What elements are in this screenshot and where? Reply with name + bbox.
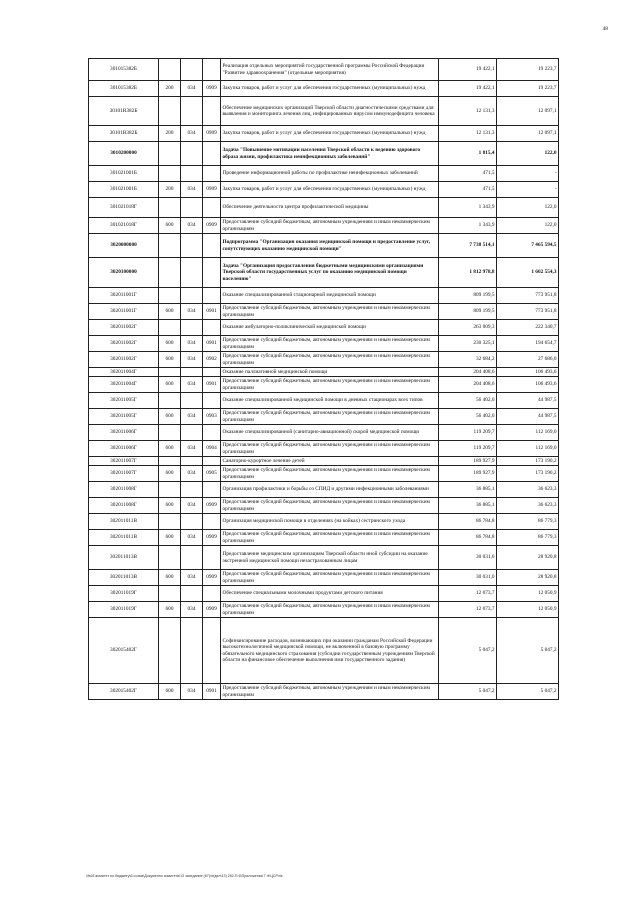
- amount-year1-cell: 30 031,0: [439, 546, 497, 570]
- section-cell: [181, 546, 203, 570]
- target-code-cell: 302011013В: [89, 570, 159, 586]
- amount-year2-cell: 12 050,9: [497, 602, 559, 618]
- expense-type-cell: [159, 97, 181, 126]
- expense-type-cell: [159, 618, 181, 684]
- amount-year2-cell: 173 190,2: [497, 466, 559, 482]
- subsection-cell: [203, 258, 221, 288]
- section-cell: [181, 482, 203, 498]
- amount-year1-cell: 86 784,8: [439, 530, 497, 546]
- subsection-cell: 0903: [203, 409, 221, 425]
- subsection-cell: 0909: [203, 570, 221, 586]
- table-row: [89, 618, 559, 684]
- subsection-cell: 0901: [203, 684, 221, 700]
- table-row: [89, 377, 559, 393]
- subsection-cell: 0901: [203, 377, 221, 393]
- target-code-cell: 302015402Г: [89, 618, 159, 684]
- target-code-cell: 302011007Г: [89, 457, 159, 466]
- table-row: [89, 514, 559, 530]
- item-name-cell: Подпрограмма "Организация оказания медицинской помощи и предоставление услуг, сопутствующих оказанию медицинской помощи": [221, 234, 439, 258]
- section-cell: [181, 618, 203, 684]
- target-code-cell: 301015382Б: [89, 59, 159, 81]
- expense-type-cell: [159, 320, 181, 336]
- amount-year1-cell: 809 199,5: [439, 304, 497, 320]
- section-cell: 034: [181, 352, 203, 368]
- amount-year1-cell: 36 885,1: [439, 498, 497, 514]
- amount-year1-cell: 471,5: [439, 182, 497, 198]
- table-row: [89, 684, 559, 700]
- section-cell: [181, 368, 203, 377]
- amount-year2-cell: 112 169,0: [497, 425, 559, 441]
- amount-year2-cell: 12 097,1: [497, 97, 559, 126]
- target-code-cell: 302011019Г: [89, 586, 159, 602]
- section-cell: [181, 425, 203, 441]
- section-cell: 034: [181, 409, 203, 425]
- expense-type-cell: [159, 546, 181, 570]
- amount-year1-cell: 7 738 514,1: [439, 234, 497, 258]
- item-name-cell: Предоставление субсидий бюджетным, автономным учреждениям и иным некоммерческим организациям: [221, 498, 439, 514]
- target-code-cell: 302011005Г: [89, 409, 159, 425]
- expense-type-cell: [159, 368, 181, 377]
- expense-type-cell: [159, 142, 181, 166]
- table-row-heading: [89, 142, 559, 166]
- item-name-cell: Предоставление субсидий бюджетным, автономным учреждениям и иным некоммерческим организациям: [221, 218, 439, 234]
- item-name-cell: Проведение информационной работы по профилактике неинфекционных заболеваний: [221, 166, 439, 182]
- amount-year1-cell: 1 343,9: [439, 198, 497, 218]
- section-cell: [181, 393, 203, 409]
- subsection-cell: [203, 586, 221, 602]
- amount-year1-cell: 32 684,2: [439, 352, 497, 368]
- amount-year1-cell: 12 131,3: [439, 97, 497, 126]
- amount-year2-cell: 19 223,7: [497, 59, 559, 81]
- target-code-cell: 302011002Г: [89, 320, 159, 336]
- item-name-cell: Закупка товаров, работ и услуг для обеспечения государственных (муниципальных) нужд: [221, 182, 439, 198]
- expense-type-cell: 600: [159, 441, 181, 457]
- subsection-cell: 0909: [203, 126, 221, 142]
- amount-year2-cell: 5 047,2: [497, 684, 559, 700]
- target-code-cell: 3020100000: [89, 258, 159, 288]
- section-cell: 034: [181, 466, 203, 482]
- expense-type-cell: [159, 425, 181, 441]
- target-code-cell: 302011001Г: [89, 288, 159, 304]
- subsection-cell: 0909: [203, 498, 221, 514]
- target-code-cell: 3010200000: [89, 142, 159, 166]
- section-cell: 034: [181, 441, 203, 457]
- amount-year2-cell: 27 686,0: [497, 352, 559, 368]
- subsection-cell: 0909: [203, 530, 221, 546]
- subsection-cell: [203, 97, 221, 126]
- subsection-cell: 0905: [203, 466, 221, 482]
- subsection-cell: [203, 457, 221, 466]
- amount-year1-cell: 119 209,7: [439, 441, 497, 457]
- expense-type-cell: 600: [159, 336, 181, 352]
- section-cell: 034: [181, 684, 203, 700]
- item-name-cell: Обеспечение медицинских организаций Тверской области диагностическими средствами для выявления и мониторинга лечения лиц, инфицированных вирусом иммунодефицита человека: [221, 97, 439, 126]
- table-row: [89, 530, 559, 546]
- amount-year2-cell: 12 050,9: [497, 586, 559, 602]
- target-code-cell: 302011002Г: [89, 336, 159, 352]
- section-cell: 034: [181, 377, 203, 393]
- table-row: [89, 482, 559, 498]
- subsection-cell: [203, 482, 221, 498]
- amount-year2-cell: 112 169,0: [497, 441, 559, 457]
- expense-type-cell: [159, 482, 181, 498]
- expense-type-cell: 600: [159, 570, 181, 586]
- target-code-cell: 301015382Б: [89, 81, 159, 97]
- section-cell: 034: [181, 218, 203, 234]
- subsection-cell: 0904: [203, 441, 221, 457]
- amount-year1-cell: 1 815,4: [439, 142, 497, 166]
- amount-year2-cell: 106 493,6: [497, 377, 559, 393]
- amount-year1-cell: 12 131,3: [439, 126, 497, 142]
- item-name-cell: Организация медицинской помощи в отделениях (на койках) сестринского ухода: [221, 514, 439, 530]
- amount-year2-cell: 222 340,7: [497, 320, 559, 336]
- target-code-cell: 302015402Г: [89, 684, 159, 700]
- amount-year2-cell: 28 920,8: [497, 570, 559, 586]
- subsection-cell: [203, 393, 221, 409]
- expense-type-cell: 600: [159, 377, 181, 393]
- expense-type-cell: [159, 258, 181, 288]
- amount-year2-cell: 36 623,3: [497, 482, 559, 498]
- table-row: [89, 218, 559, 234]
- item-name-cell: Предоставление субсидий бюджетным, автономным учреждениям и иным некоммерческим организациям: [221, 684, 439, 700]
- budget-table: [88, 58, 559, 700]
- amount-year2-cell: 86 779,3: [497, 530, 559, 546]
- section-cell: 034: [181, 498, 203, 514]
- expense-type-cell: [159, 166, 181, 182]
- section-cell: 034: [181, 336, 203, 352]
- section-cell: [181, 59, 203, 81]
- section-cell: [181, 142, 203, 166]
- table-row: [89, 59, 559, 81]
- amount-year1-cell: 471,5: [439, 166, 497, 182]
- target-code-cell: 302011006Г: [89, 441, 159, 457]
- amount-year2-cell: 122,0: [497, 218, 559, 234]
- item-name-cell: Предоставление субсидий бюджетным, автономным учреждениям и иным некоммерческим организациям: [221, 304, 439, 320]
- amount-year1-cell: 119 209,7: [439, 425, 497, 441]
- item-name-cell: Софинансирование расходов, возникающих при оказании гражданам Российской Федерации высокотехнологичной медицинской помощи, не включенной в базовую программу обязательного медицинского страхования (субсидии государственным учреждениям Тверской области на финансовое обеспечение выполнения ими государственного задания): [221, 618, 439, 684]
- target-code-cell: 301021018Г: [89, 198, 159, 218]
- target-code-cell: 302011008Г: [89, 498, 159, 514]
- table-row: [89, 570, 559, 586]
- section-cell: 034: [181, 602, 203, 618]
- table-row-heading: [89, 234, 559, 258]
- expense-type-cell: 600: [159, 466, 181, 482]
- section-cell: 034: [181, 126, 203, 142]
- amount-year2-cell: 773 951,8: [497, 304, 559, 320]
- item-name-cell: Оказание паллиативной медицинской помощи: [221, 368, 439, 377]
- item-name-cell: Оказание специализированной (санитарно-авиационной) скорой медицинской помощи: [221, 425, 439, 441]
- section-cell: [181, 166, 203, 182]
- target-code-cell: 302011011В: [89, 514, 159, 530]
- table-row: [89, 336, 559, 352]
- target-code-cell: 302011013В: [89, 546, 159, 570]
- amount-year2-cell: 173 190,2: [497, 457, 559, 466]
- subsection-cell: [203, 425, 221, 441]
- table-row: [89, 393, 559, 409]
- section-cell: [181, 457, 203, 466]
- target-code-cell: 302011004Г: [89, 377, 159, 393]
- item-name-cell: Закупка товаров, работ и услуг для обеспечения государственных (муниципальных) нужд: [221, 81, 439, 97]
- item-name-cell: Задача "Повышение мотивации населения Тверской области к ведению здорового образа жизни, профилактика неинфекционных заболеваний": [221, 142, 439, 166]
- table-row: [89, 602, 559, 618]
- target-code-cell: 30101R382Б: [89, 126, 159, 142]
- target-code-cell: 3020000000: [89, 234, 159, 258]
- item-name-cell: Оказание специализированной стационарной медицинской помощи: [221, 288, 439, 304]
- expense-type-cell: 200: [159, 182, 181, 198]
- amount-year1-cell: 230 325,1: [439, 336, 497, 352]
- item-name-cell: Санаторно-курортное лечение детей: [221, 457, 439, 466]
- subsection-cell: [203, 320, 221, 336]
- amount-year2-cell: 1 602 554,3: [497, 258, 559, 288]
- table-row: [89, 352, 559, 368]
- expense-type-cell: [159, 234, 181, 258]
- amount-year1-cell: 5 047,2: [439, 618, 497, 684]
- table-row: [89, 546, 559, 570]
- amount-year1-cell: 86 784,8: [439, 514, 497, 530]
- subsection-cell: [203, 514, 221, 530]
- subsection-cell: [203, 198, 221, 218]
- section-cell: [181, 320, 203, 336]
- expense-type-cell: [159, 288, 181, 304]
- subsection-cell: [203, 166, 221, 182]
- amount-year1-cell: 189 927,9: [439, 457, 497, 466]
- amount-year2-cell: 44 987,5: [497, 409, 559, 425]
- section-cell: [181, 97, 203, 126]
- amount-year2-cell: 122,0: [497, 198, 559, 218]
- table-row: [89, 182, 559, 198]
- item-name-cell: Задача "Организация предоставления бюджетными медицинскими организациями Тверской области государственных услуг по оказанию медицинской помощи населению": [221, 258, 439, 288]
- amount-year2-cell: 122,0: [497, 142, 559, 166]
- section-cell: [181, 514, 203, 530]
- expense-type-cell: 200: [159, 126, 181, 142]
- item-name-cell: Оказание специализированной медицинской помощи в дневных стационарах всех типов: [221, 393, 439, 409]
- section-cell: [181, 234, 203, 258]
- subsection-cell: [203, 546, 221, 570]
- item-name-cell: Реализация отдельных мероприятий государственной программы Российской Федерации "Развитие здравоохранения" (отдельные мероприятия): [221, 59, 439, 81]
- amount-year1-cell: 204 408,6: [439, 377, 497, 393]
- section-cell: 034: [181, 530, 203, 546]
- table-row: [89, 97, 559, 126]
- item-name-cell: Предоставление субсидий бюджетным, автономным учреждениям и иным некоммерческим организациям: [221, 377, 439, 393]
- item-name-cell: Оказание амбулаторно-поликлинической медицинской помощи: [221, 320, 439, 336]
- target-code-cell: 302011019Г: [89, 602, 159, 618]
- subsection-cell: 0902: [203, 352, 221, 368]
- expense-type-cell: [159, 457, 181, 466]
- expense-type-cell: [159, 198, 181, 218]
- target-code-cell: 302011007Г: [89, 466, 159, 482]
- amount-year1-cell: 189 927,9: [439, 466, 497, 482]
- table-row: [89, 126, 559, 142]
- item-name-cell: Обеспечение деятельности центра профилактической медицины: [221, 198, 439, 218]
- amount-year2-cell: 36 623,3: [497, 498, 559, 514]
- amount-year1-cell: 36 885,1: [439, 482, 497, 498]
- table-row: [89, 409, 559, 425]
- amount-year1-cell: 1 812 978,8: [439, 258, 497, 288]
- amount-year2-cell: -: [497, 182, 559, 198]
- item-name-cell: Предоставление субсидий бюджетным, автономным учреждениям и иным некоммерческим организациям: [221, 466, 439, 482]
- item-name-cell: Закупка товаров, работ и услуг для обеспечения государственных (муниципальных) нужд: [221, 126, 439, 142]
- subsection-cell: 0909: [203, 81, 221, 97]
- page-number: 48: [602, 26, 608, 32]
- expense-type-cell: [159, 393, 181, 409]
- amount-year1-cell: 204 408,6: [439, 368, 497, 377]
- expense-type-cell: 600: [159, 409, 181, 425]
- expense-type-cell: [159, 586, 181, 602]
- subsection-cell: 0901: [203, 304, 221, 320]
- amount-year1-cell: 19 422,1: [439, 81, 497, 97]
- amount-year1-cell: 809 199,5: [439, 288, 497, 304]
- target-code-cell: 30101R382Б: [89, 97, 159, 126]
- table-row: [89, 304, 559, 320]
- item-name-cell: Предоставление медицинским организациям Тверской области иной субсидии на оказание экстренной медицинской помощи незастрахованным лицам: [221, 546, 439, 570]
- item-name-cell: Предоставление субсидий бюджетным, автономным учреждениям и иным некоммерческим организациям: [221, 352, 439, 368]
- amount-year2-cell: 194 654,7: [497, 336, 559, 352]
- item-name-cell: Организация профилактики и борьбы со СПИД и другими инфекционными заболеваниями: [221, 482, 439, 498]
- table-row: [89, 457, 559, 466]
- expense-type-cell: 600: [159, 684, 181, 700]
- amount-year1-cell: 12 073,7: [439, 586, 497, 602]
- item-name-cell: Обеспечение специальными молочными продуктами детского питания: [221, 586, 439, 602]
- expense-type-cell: [159, 59, 181, 81]
- section-cell: [181, 198, 203, 218]
- amount-year1-cell: 56 402,0: [439, 409, 497, 425]
- expense-type-cell: [159, 514, 181, 530]
- table-row: [89, 320, 559, 336]
- table-row: [89, 466, 559, 482]
- item-name-cell: Предоставление субсидий бюджетным, автономным учреждениям и иным некоммерческим организациям: [221, 336, 439, 352]
- section-cell: 034: [181, 182, 203, 198]
- table-row-heading: [89, 258, 559, 288]
- amount-year1-cell: 19 422,1: [439, 59, 497, 81]
- subsection-cell: [203, 288, 221, 304]
- table-row: [89, 198, 559, 218]
- expense-type-cell: 200: [159, 81, 181, 97]
- amount-year1-cell: 56 402,0: [439, 393, 497, 409]
- table-row: [89, 288, 559, 304]
- target-code-cell: 301021018Г: [89, 218, 159, 234]
- amount-year2-cell: 773 951,8: [497, 288, 559, 304]
- target-code-cell: 301021001Б: [89, 182, 159, 198]
- section-cell: [181, 586, 203, 602]
- subsection-cell: [203, 234, 221, 258]
- table-row: [89, 81, 559, 97]
- target-code-cell: 302011005Г: [89, 393, 159, 409]
- item-name-cell: Предоставление субсидий бюджетным, автономным учреждениям и иным некоммерческим организациям: [221, 602, 439, 618]
- section-cell: 034: [181, 81, 203, 97]
- target-code-cell: 302011002Г: [89, 352, 159, 368]
- target-code-cell: 302011004Г: [89, 368, 159, 377]
- subsection-cell: 0909: [203, 602, 221, 618]
- item-name-cell: Предоставление субсидий бюджетным, автономным учреждениям и иным некоммерческим организациям: [221, 570, 439, 586]
- table-body: [89, 59, 559, 700]
- amount-year1-cell: 12 073,7: [439, 602, 497, 618]
- expense-type-cell: 600: [159, 218, 181, 234]
- amount-year1-cell: 5 047,2: [439, 684, 497, 700]
- subsection-cell: 0909: [203, 182, 221, 198]
- footer-file-path: \\fs01\комитет по бюджету\6 созыв\Документы комитета\13 заседание (67)\отдел\13) 282-П-6\Приложения 7 Н\ЦСР.xls: [86, 874, 283, 878]
- amount-year2-cell: 19 223,7: [497, 81, 559, 97]
- item-name-cell: Предоставление субсидий бюджетным, автономным учреждениям и иным некоммерческим организациям: [221, 409, 439, 425]
- expense-type-cell: 600: [159, 602, 181, 618]
- target-code-cell: 302011006Г: [89, 425, 159, 441]
- item-name-cell: Предоставление субсидий бюджетным, автономным учреждениям и иным некоммерческим организациям: [221, 530, 439, 546]
- item-name-cell: Предоставление субсидий бюджетным, автономным учреждениям и иным некоммерческим организациям: [221, 441, 439, 457]
- table-row: [89, 498, 559, 514]
- subsection-cell: [203, 618, 221, 684]
- table-row: [89, 586, 559, 602]
- subsection-cell: [203, 368, 221, 377]
- expense-type-cell: 600: [159, 498, 181, 514]
- amount-year1-cell: 263 009,3: [439, 320, 497, 336]
- subsection-cell: [203, 142, 221, 166]
- subsection-cell: 0901: [203, 336, 221, 352]
- amount-year2-cell: 28 920,8: [497, 546, 559, 570]
- amount-year2-cell: 12 097,1: [497, 126, 559, 142]
- amount-year2-cell: 5 047,2: [497, 618, 559, 684]
- section-cell: 034: [181, 304, 203, 320]
- amount-year2-cell: 86 779,3: [497, 514, 559, 530]
- amount-year2-cell: -: [497, 166, 559, 182]
- section-cell: [181, 288, 203, 304]
- expense-type-cell: 600: [159, 530, 181, 546]
- amount-year2-cell: 106 493,6: [497, 368, 559, 377]
- target-code-cell: 302011001Г: [89, 304, 159, 320]
- amount-year1-cell: 1 343,9: [439, 218, 497, 234]
- table-row: [89, 425, 559, 441]
- target-code-cell: 302011011В: [89, 530, 159, 546]
- amount-year2-cell: 7 465 594,5: [497, 234, 559, 258]
- table-row: [89, 441, 559, 457]
- target-code-cell: 302011008Г: [89, 482, 159, 498]
- section-cell: [181, 258, 203, 288]
- subsection-cell: 0909: [203, 218, 221, 234]
- table-row: [89, 368, 559, 377]
- table-row: [89, 166, 559, 182]
- target-code-cell: 301021001Б: [89, 166, 159, 182]
- subsection-cell: [203, 59, 221, 81]
- section-cell: 034: [181, 570, 203, 586]
- expense-type-cell: 600: [159, 304, 181, 320]
- expense-type-cell: 600: [159, 352, 181, 368]
- amount-year2-cell: 44 987,5: [497, 393, 559, 409]
- amount-year1-cell: 30 031,0: [439, 570, 497, 586]
